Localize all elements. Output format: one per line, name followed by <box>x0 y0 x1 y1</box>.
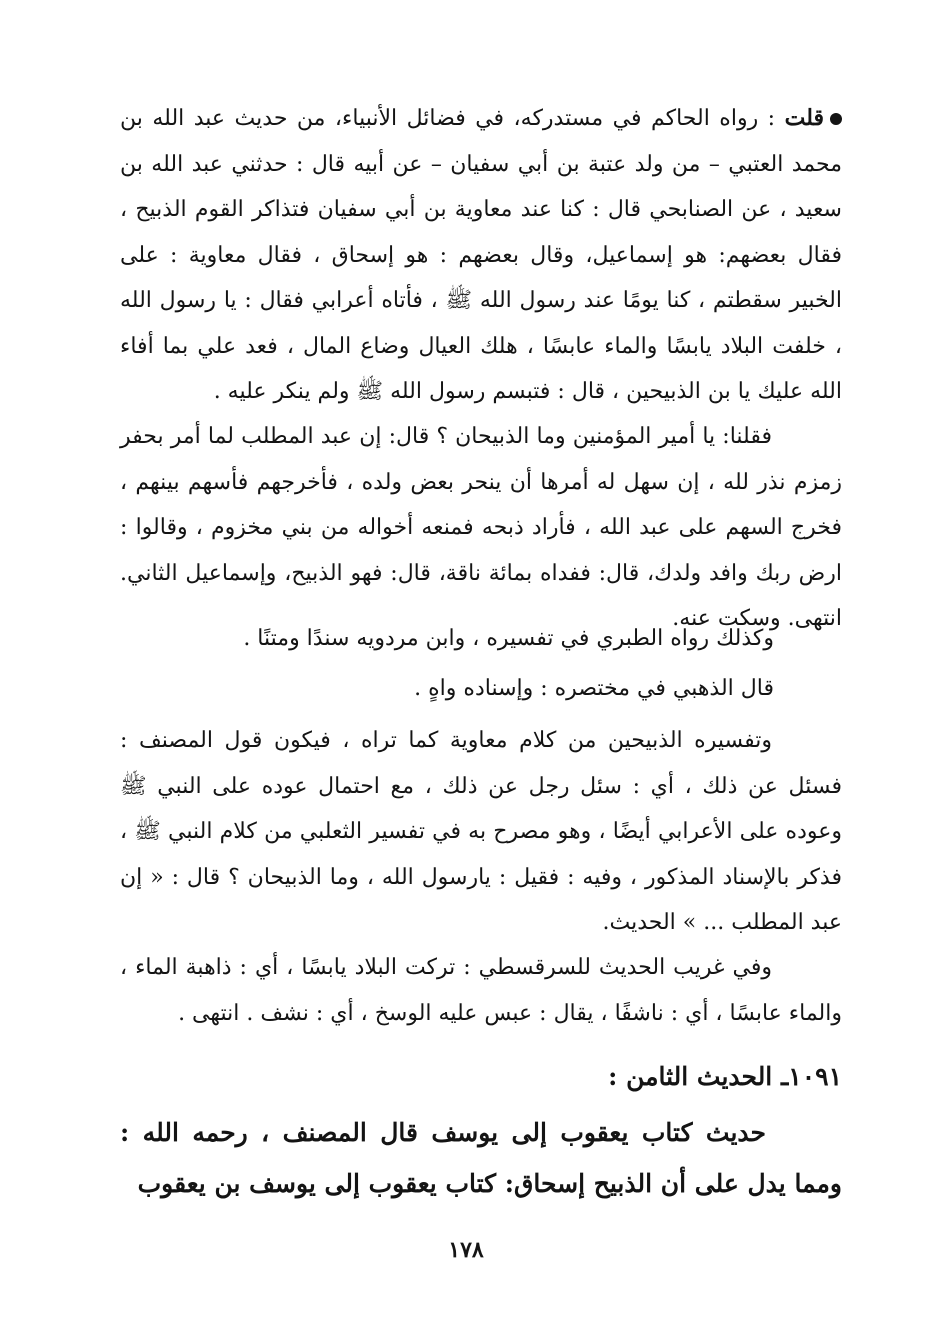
page-number: ١٧٨ <box>448 1237 484 1263</box>
section-heading <box>608 1057 842 1097</box>
paragraph-5: وتفسيره الذبيحين من كلام معاوية كما تراه ، فيكون قول المصنف : فسئل عن ذلك ، أي : سئل رجل عن ذلك ، مع احتمال عوده على النبي ﷺ وعوده على الأعرابي أيضًا ، وهو مصرح به في تفسير الثعلبي من كلام النبي ﷺ ، فذكر بالإسناد المذكور ، وفيه : فقيل : يارسول الله ، وما الذبيحان ؟ قال : « إن عبد المطلب ... » الحديث. <box>120 728 842 935</box>
section-title: ـ الحديث الثامن : <box>608 1062 789 1091</box>
paragraph-1 <box>120 96 842 415</box>
section-number: ١٠٩١ <box>788 1062 842 1091</box>
paragraph-4: قال الذهبي في مختصره : وإسناده واهٍ . <box>414 676 774 701</box>
paragraph-3: وكذلك رواه الطبري في تفسيره ، وابن مردويه سندًا ومتنًا . <box>243 626 774 651</box>
paragraph-1-text: : رواه الحاكم في مستدركه، في فضائل الأنبياء، من حديث عبد الله بن محمد العتبي – من ولد عتبة بن أبي سفيان – عن أبيه قال : حدثني عبد الله بن سعيد ، عن الصنابحي قال : كنا عند معاوية بن أبي سفيان فتذاكر القوم الذبيح ، فقال بعضهم: هو إسماعيل، وقال بعضهم : هو إسحاق ، فقال معاوية : على الخبير سقطتم ، كنا يومًا عند رسول الله ﷺ ، فأتاه أعرابي فقال : يا رسول الله ، خلفت البلاد يابسًا والماء عابسًا ، هلك العيال وضاع المال ، فعد علي بما أفاء الله عليك يا بن الذبيحين ، قال : فتبسم رسول الله ﷺ ولم ينكر عليه . <box>120 106 842 404</box>
bullet-icon <box>830 113 842 125</box>
paragraph-2: فقلنا: يا أمير المؤمنين وما الذبيحان ؟ قال: إن عبد المطلب لما أمر بحفر زمزم نذر لله ، إن سهل له أمرها أن ينحر بعض ولده ، فأخرجهم فأسهم بينهم ، فخرج السهم على عبد الله ، فأراد ذبحه فمنعه أخواله من بني مخزوم ، وقالوا : ارض ربك وافد ولدك، قال: ففداه بمائة ناقة، قال: فهو الذبيح، وإسماعيل الثاني. انتهى. وسكت عنه. <box>120 424 842 631</box>
bold-paragraph: حديث كتاب يعقوب إلى يوسف قال المصنف ، رحمه الله : ومما يدل على أن الذبيح إسحاق: كتاب يعقوب إلى يوسف بن يعقوب <box>120 1118 842 1198</box>
paragraph-6: وفي غريب الحديث للسرقسطي : تركت البلاد يابسًا ، أي : ذاهبة الماء ، والماء عابسًا ، أي : ناشفًا ، يقال : عبس عليه الوسخ ، أي : نشف . انتهى . <box>120 955 842 1026</box>
note-lead: قلت <box>784 105 824 131</box>
